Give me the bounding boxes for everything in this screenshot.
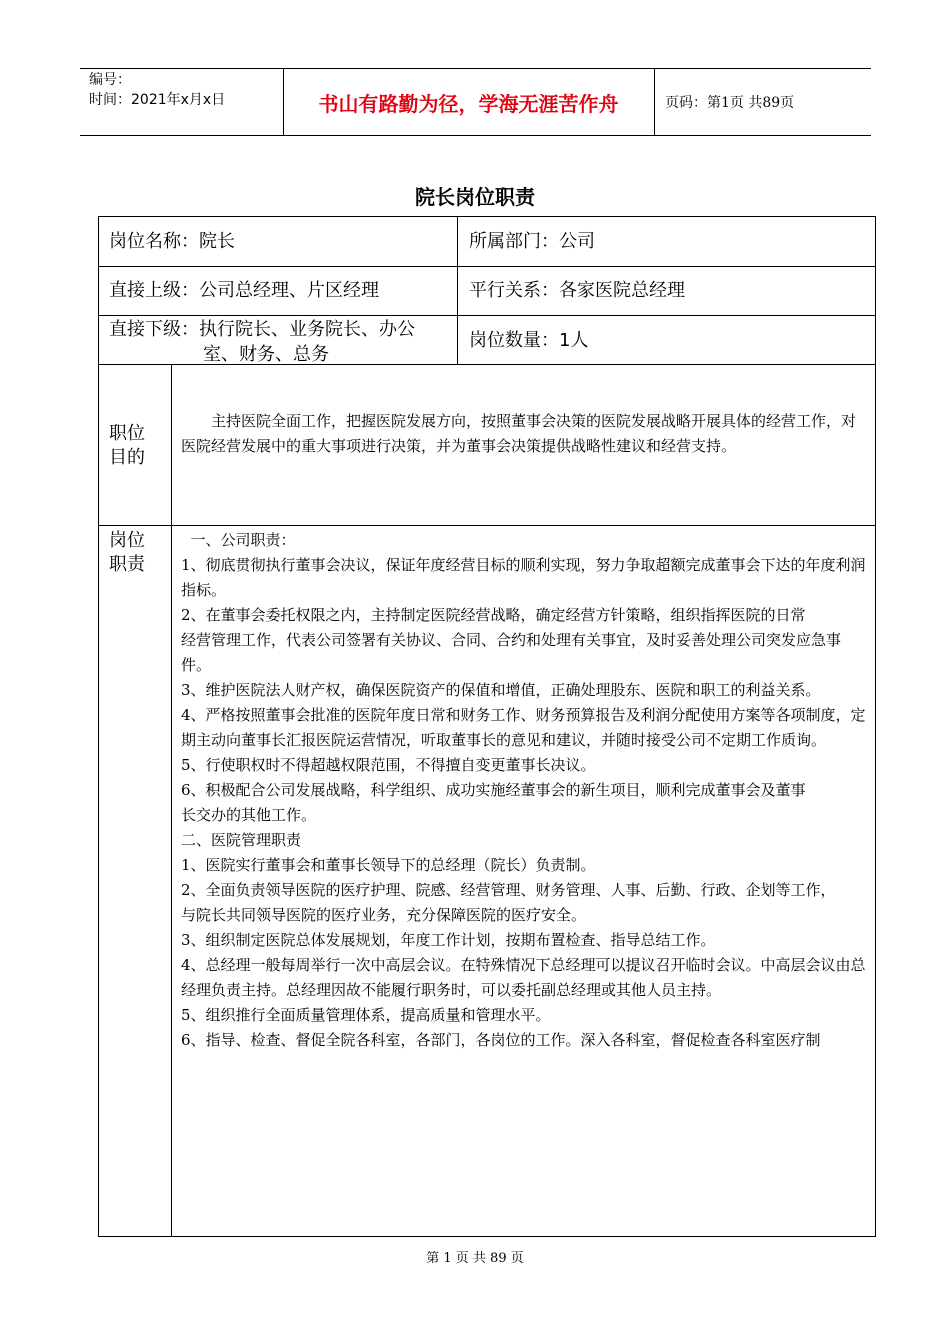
duties-line: 长交办的其他工作。 [181, 806, 317, 824]
duties-line: 2、在董事会委托权限之内，主持制定医院经营战略，确定经营方针策略，组织指挥医院的日常 [181, 606, 806, 624]
duties-line: 二、医院管理职责 [181, 831, 302, 849]
document-time: 时间：2021年x月x日 [89, 92, 226, 108]
department: 所属部门：公司 [469, 231, 595, 252]
parallel-relation: 平行关系：各家医院总经理 [469, 280, 685, 301]
page-title: 院长岗位职责 [415, 185, 535, 209]
duties-line: 1、医院实行董事会和董事长领导下的总经理（院长）负责制。 [181, 856, 596, 874]
position-name: 岗位名称：院长 [109, 231, 235, 252]
duties-line: 1、彻底贯彻执行董事会决议，保证年度经营目标的顺利实现，努力争取超额完成董事会下达的年度利润指标。 [181, 556, 866, 599]
duties-line: 6、积极配合公司发展战略，科学组织、成功实施经董事会的新生项目，顺利完成董事会及董事 [181, 781, 806, 799]
duties-line: 经营管理工作，代表公司签署有关协议、合同、合约和处理有关事宜，及时妥善处理公司突发应急事件。 [181, 631, 842, 674]
duties-line: 3、维护医院法人财产权，确保医院资产的保值和增值，正确处理股东、医院和职工的利益关系。 [181, 681, 821, 699]
duties-text [181, 528, 867, 1053]
header-motto: 书山有路勤为径，学海无涯苦作舟 [318, 91, 619, 116]
duties-label [109, 529, 159, 577]
duties-line: 4、严格按照董事会批准的医院年度日常和财务工作、财务预算报告及利润分配使用方案等各项制度，定期主动向董事长汇报医院运营情况，听取董事长的意见和建议，并随时接受公司不定期工作质询。 [181, 706, 866, 749]
purpose-label-line: 目的 [109, 447, 145, 468]
duties-line: 3、组织制定医院总体发展规划，年度工作计划，按期布置检查、指导总结工作。 [181, 931, 716, 949]
duties-label-line: 职责 [109, 554, 145, 575]
column-divider [457, 217, 458, 364]
row-divider [99, 525, 875, 526]
header-meta [89, 70, 225, 110]
column-divider [171, 364, 172, 1236]
direct-superior: 直接上级：公司总经理、片区经理 [109, 280, 379, 301]
document-number: 编号： [89, 72, 131, 88]
row-divider [99, 315, 875, 316]
duties-line: 一、公司职责： [181, 531, 296, 549]
direct-subordinate-line-1: 直接下级：执行院长、业务院长、办公 [109, 319, 415, 340]
duties-line: 6、指导、检查、督促全院各科室，各部门，各岗位的工作。深入各科室，督促检查各科室医疗制 [181, 1031, 821, 1049]
job-description-table [98, 216, 876, 1237]
direct-subordinate-line-2: 室、财务、总务 [203, 344, 329, 365]
duties-line: 与院长共同领导医院的医疗业务，充分保障医院的医疗安全。 [181, 906, 587, 924]
duties-line: 5、组织推行全面质量管理体系，提高质量和管理水平。 [181, 1006, 551, 1024]
purpose-text: 主持医院全面工作，把握医院发展方向，按照董事会决策的医院发展战略开展具体的经营工作，对医院经营发展中的重大事项进行决策，并为董事会决策提供战略性建议和经营支持。 [181, 412, 857, 455]
purpose-label-line: 职位 [109, 423, 145, 444]
header-page-info: 页码：第1页 共89页 [665, 95, 795, 111]
duties-line: 2、全面负责领导医院的医疗护理、院感、经营管理、财务管理、人事、后勤、行政、企划等工作， [181, 881, 836, 899]
header-divider [654, 68, 655, 136]
duties-line: 4、总经理一般每周举行一次中高层会议。在特殊情况下总经理可以提议召开临时会议。中高层会议由总经理负责主持。总经理因故不能履行职务时，可以委托副总经理或其他人员主持。 [181, 956, 866, 999]
duties-line: 5、行使职权时不得超越权限范围，不得擅自变更董事长决议。 [181, 756, 596, 774]
purpose-label [109, 422, 159, 470]
headcount: 岗位数量：1人 [469, 330, 589, 351]
row-divider [99, 266, 875, 267]
page-footer: 第 1 页 共 89 页 [426, 1251, 524, 1266]
duties-label-line: 岗位 [109, 530, 145, 551]
page-header [80, 68, 871, 136]
